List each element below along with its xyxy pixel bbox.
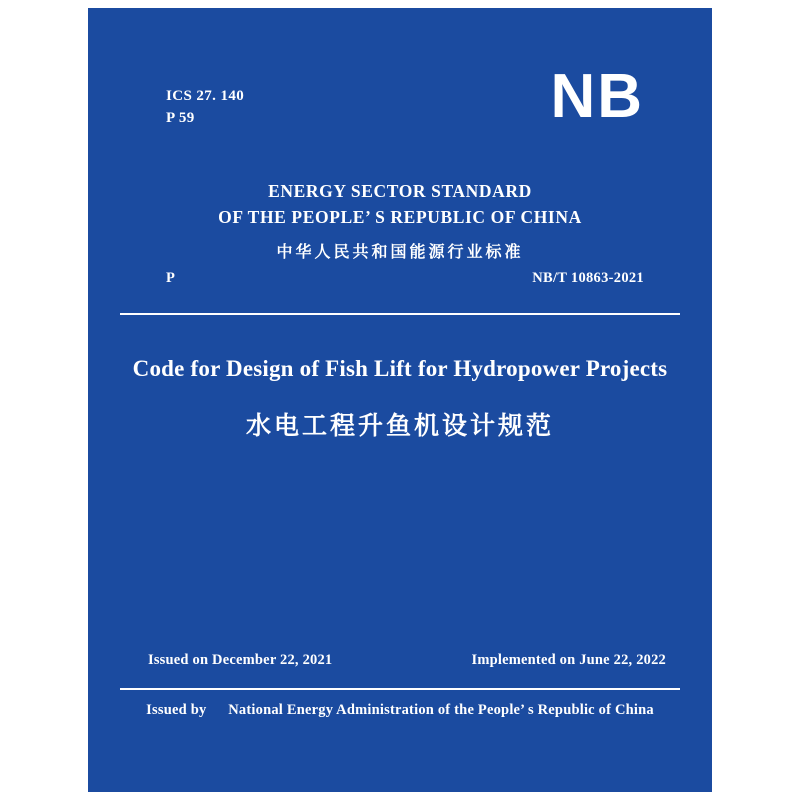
issued-date: Issued on December 22, 2021 xyxy=(148,652,333,668)
divider-top xyxy=(120,313,680,315)
organization-en-line2: OF THE PEOPLE’ S REPUBLIC OF CHINA xyxy=(218,207,582,228)
title-block xyxy=(88,356,712,442)
nb-logo: NB xyxy=(550,62,644,131)
category-letter: P xyxy=(166,270,176,286)
title-cn: 水电工程升鱼机设计规范 xyxy=(245,411,554,440)
dates-row xyxy=(148,652,666,669)
issued-by-value: National Energy Administration of the People’ s Republic of China xyxy=(228,702,654,718)
ics-code: ICS 27. 140 xyxy=(166,88,245,104)
classification-code: P 59 xyxy=(166,109,195,126)
organization-en-line1: ENERGY SECTOR STANDARD xyxy=(268,181,532,201)
title-en: Code for Design of Fish Lift for Hydropower Projects xyxy=(132,356,668,381)
organization-cn: 中华人民共和国能源行业标准 xyxy=(276,241,524,261)
standard-cover xyxy=(88,8,712,792)
implemented-date: Implemented on June 22, 2022 xyxy=(471,652,666,668)
standard-number: NB/T 10863-2021 xyxy=(532,270,644,286)
issuing-organization xyxy=(88,178,712,262)
divider-bottom xyxy=(120,688,680,690)
ics-block xyxy=(166,86,244,130)
issued-by-label: Issued by xyxy=(146,702,207,718)
issued-by-row xyxy=(88,702,712,719)
designation-row xyxy=(166,270,644,287)
